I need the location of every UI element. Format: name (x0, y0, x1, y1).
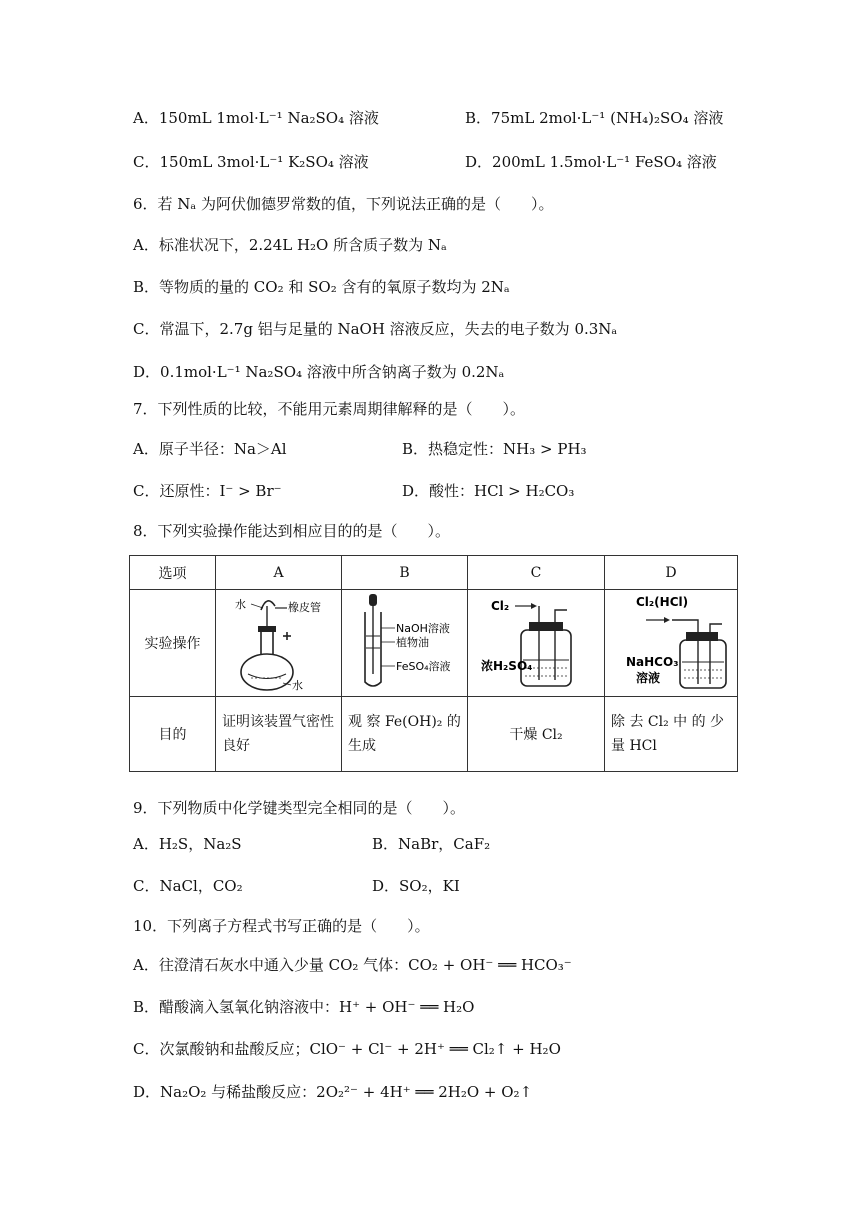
row-label-goal: 目的 (130, 697, 216, 772)
goal-d: 除 去 Cl₂ 中 的 少 量 HCl (605, 697, 738, 772)
q7-stem: 7．下列性质的比较，不能用元素周期律解释的是（ ）。 (133, 400, 526, 418)
header-c: C (468, 556, 605, 590)
q9-option-a: A．H₂S，Na₂S (133, 835, 242, 853)
q9-option-b: B．NaBr，CaF₂ (372, 835, 491, 853)
label-water-bottom: 水 (291, 679, 303, 692)
apparatus-a (216, 590, 342, 697)
gas-washing-bottle-d-figure (606, 590, 736, 692)
goal-a: 证明该装置气密性良好 (216, 697, 342, 772)
q7-option-a: A．原子半径：Na＞Al (133, 440, 287, 458)
q10-option-d: D．Na₂O₂ 与稀盐酸反应：2O₂²⁻ + 4H⁺ ══ 2H₂O + O₂↑ (133, 1083, 533, 1101)
q7-option-b: B．热稳定性：NH₃ > PH₃ (402, 440, 587, 458)
header-option: 选项 (130, 556, 216, 590)
label-conc-h2so4: 浓H₂SO₄ (481, 659, 533, 673)
q9-stem: 9．下列物质中化学键类型完全相同的是（ ）。 (133, 799, 466, 817)
test-tube-figure (343, 590, 467, 692)
label-feso4: FeSO₄溶液 (395, 660, 451, 673)
q10-option-c: C．次氯酸钠和盐酸反应；ClO⁻ + Cl⁻ + 2H⁺ ══ Cl₂↑ + H₂O (133, 1040, 561, 1058)
q6-option-a: A．标准状况下，2.24L H₂O 所含质子数为 Nₐ (133, 236, 447, 254)
q6-stem: 6．若 Nₐ 为阿伏伽德罗常数的值，下列说法正确的是（ ）。 (133, 195, 554, 213)
apparatus-d (605, 590, 738, 697)
label-water-top: 水 (234, 598, 246, 611)
q5-option-b: B．75mL 2mol·L⁻¹ (NH₄)₂SO₄ 溶液 (465, 109, 724, 127)
experiment-table (129, 555, 738, 772)
q7-option-d: D．酸性：HCl > H₂CO₃ (402, 482, 575, 500)
q6-option-d: D．0.1mol·L⁻¹ Na₂SO₄ 溶液中所含钠离子数为 0.2Nₐ (133, 363, 505, 381)
header-a: A (216, 556, 342, 590)
label-cl2-hcl: Cl₂(HCl) (636, 595, 689, 609)
q8-stem: 8．下列实验操作能达到相应目的的是（ ）。 (133, 522, 451, 540)
q9-option-c: C．NaCl，CO₂ (133, 877, 243, 895)
q5-option-c: C．150mL 3mol·L⁻¹ K₂SO₄ 溶液 (133, 153, 369, 171)
goal-c: 干燥 Cl₂ (468, 697, 605, 772)
label-rubber-tube: 橡皮管 (287, 601, 321, 614)
q10-option-a: A．往澄清石灰水中通入少量 CO₂ 气体：CO₂ + OH⁻ ══ HCO₃⁻ (133, 956, 572, 974)
q6-option-c: C．常温下，2.7g 铝与足量的 NaOH 溶液反应，失去的电子数为 0.3Nₐ (133, 320, 618, 338)
q5-option-d: D．200mL 1.5mol·L⁻¹ FeSO₄ 溶液 (465, 153, 717, 171)
label-veg-oil: 植物油 (395, 636, 429, 649)
q9-option-d: D．SO₂，KI (372, 877, 460, 895)
q7-option-c: C．还原性：I⁻ > Br⁻ (133, 482, 282, 500)
q6-option-b: B．等物质的量的 CO₂ 和 SO₂ 含有的氧原子数均为 2Nₐ (133, 278, 510, 296)
label-solution: 溶液 (636, 671, 661, 685)
q10-option-b: B．醋酸滴入氢氧化钠溶液中：H⁺ + OH⁻ ══ H₂O (133, 998, 475, 1016)
header-d: D (605, 556, 738, 590)
label-cl2-c: Cl₂ (491, 599, 510, 613)
label-naoh: NaOH溶液 (395, 622, 450, 635)
goal-b: 观 察 Fe(OH)₂ 的生成 (342, 697, 468, 772)
q10-stem: 10．下列离子方程式书写正确的是（ ）。 (133, 917, 430, 935)
gas-washing-bottle-c-figure (469, 590, 603, 692)
row-label-operation: 实验操作 (130, 590, 216, 697)
flask-apparatus-figure (217, 590, 341, 692)
apparatus-c (468, 590, 605, 697)
q5-option-a: A．150mL 1mol·L⁻¹ Na₂SO₄ 溶液 (133, 109, 379, 127)
apparatus-b (342, 590, 468, 697)
label-nahco3: NaHCO₃ (626, 655, 679, 669)
header-b: B (342, 556, 468, 590)
